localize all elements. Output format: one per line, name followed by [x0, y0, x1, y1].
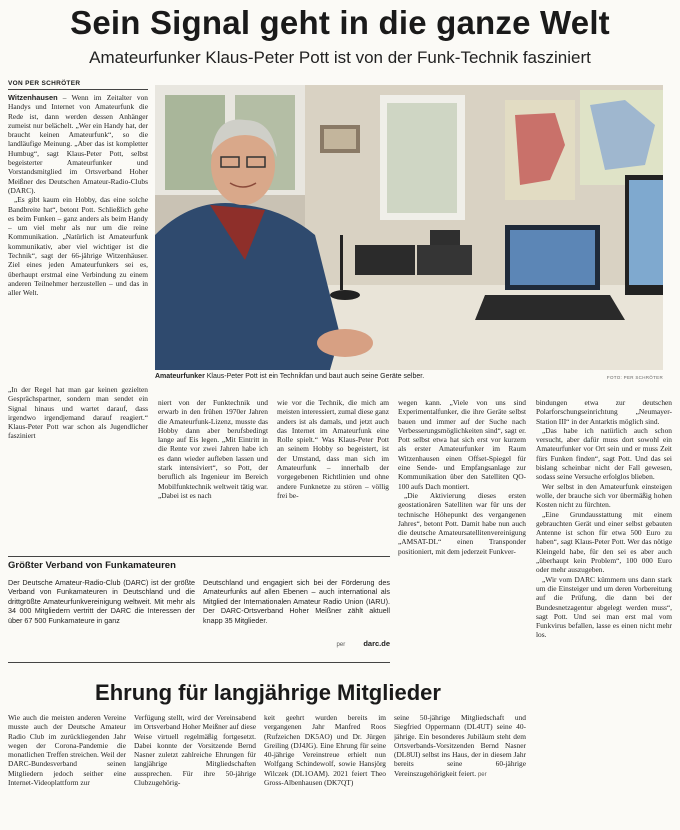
article-text: wegen kann. „Viele von uns sind Experimentalfunker, die ihre Geräte selbst bauen und immer auf der Suche nach Verbesserungsmöglichkeiten sind“, sagt er. Pott selbst etwa hat sich erst vor kurzem als erster Amateurfunker im Raum Witzenhausen einen Offset-Spiegel für eine Sende- und Empfangsanlage zur Kommunikation über den Satelliten QO-100 aufs Dach montiert.	[398, 398, 526, 491]
box-signature: per	[336, 642, 346, 648]
section2-column-2	[134, 713, 256, 823]
box-rule-bottom	[8, 662, 390, 663]
section2-column-3	[264, 713, 386, 823]
article-column-1-top	[8, 93, 148, 378]
caption-text: Klaus-Peter Pott ist ein Technikfan und baut auch seine Geräte selber.	[204, 373, 425, 380]
article-text: „Eine Grundausstattung mit einem gebrauchten Gerät und einer selbst gebauten Antenne ist schon für etwa 500 Euro zu haben“, sagt Klaus-Peter Pott. Wer das nötige Kleingeld habe, für den sei es aber auch „überhaupt kein Problem“, 100 000 Euro oder mehr auszugeben.	[536, 509, 672, 575]
photo-illustration	[155, 85, 663, 370]
box-column-left	[8, 578, 195, 660]
section2-text: keit geehrt wurden bereits im vergangenen Jahr Manfred Roos (Rufzeichen DK5AO) und Dr. Jürgen Greiling (DJ4JG). Eine Ehrung für seine 40-jährige Vereinstreue erhielt nun Wolfgang Schindewolf, sowie Hansjörg Wilczek (DL1OAM). 2021 feiert Theo Gross-Albenhausen (DK7QT)	[264, 713, 386, 788]
article-text: „In der Regel hat man gar keinen gezielten Gesprächspartner, sondern man sendet ein Signal hinaus und wartet darauf, dass irgendwo irgendjemand darauf reagiert.“ Klaus-Peter Pott war schon als Jugendlicher fasziniert	[8, 385, 148, 441]
article-photo	[155, 85, 663, 370]
box-rule-top	[8, 556, 390, 557]
box-source-line	[312, 639, 390, 648]
article-column-1-bottom	[8, 385, 148, 550]
article-column-2	[158, 398, 268, 548]
photo-caption	[155, 373, 663, 380]
article-text: wie vor die Technik, die mich am meisten interessiert, zumal diese ganz anders ist als damals, und jetzt auch das Internet im Amateurfunk eine Rolle spielt.“ Was Klaus-Peter Pott an seinem Hobby so begeistert, ist der Umstand, dass man sich im Amateurfunk – innerhalb der vorgegebenen Richtlinien und ohne andere Funknetze zu stören – völlig frei be-	[277, 398, 389, 500]
dateline: Witzenhausen	[8, 93, 58, 102]
photo-credit: FOTO: PER SCHRÖTER	[606, 375, 663, 380]
article-column-4	[398, 398, 526, 670]
article-text: „Die Aktivierung dieses ersten geostationären Satelliten war für uns der technische Höhepunkt des vergangenen Jahres“, betont Pott. Damit habe nun auch die deutsche Amateursatellitenvereinigung „AMSAT-DL“ einen Transponder positioniert, mit dem jederzeit Funkver-	[398, 490, 526, 556]
caption-lead: Amateurfunker	[155, 373, 205, 380]
article-text: Wer selbst in den Amateurfunk einsteigen wolle, der brauche sich vor übermäßig hohen Kosten nicht zu fürchten.	[536, 481, 672, 510]
article-text: niert von der Funktechnik und erwarb in den frühen 1970er Jahren die Amateurfunk-Lizenz, musste das Hobby dann aber berufsbedingt lange auf Eis legen. „Mit Eintritt in die Rente vor zwei Jahren habe ich es dann wieder aufleben lassen und stark intensiviert“, so Pott, der beruflich als Ingenieur im Bereich Mobilfunktechnik weltweit tätig war. „Dabei ist es nach	[158, 398, 268, 500]
section2-headline: Ehrung für langjährige Mitglieder	[95, 680, 441, 705]
box-source: darc.de	[363, 639, 390, 648]
section2-column-4	[394, 713, 526, 823]
article-text: „Das habe ich natürlich auch schon versucht, aber dafür muss dort sowohl ein Amateurfunker vor Ort sein und er muss Zeit fürs Funken finden“, sagt Pott. Und das sei bislang scheinbar nicht der Fall gewesen, sodass seine Versuche erfolglos blieben.	[536, 425, 672, 482]
headline: Sein Signal geht in die ganze Welt	[70, 4, 610, 41]
byline: VON PER SCHRÖTER	[8, 80, 81, 87]
article-text: – Wenn im Zeitalter von Handys und Internet von Amateurfunk die Rede ist, dann werden dessen Anhänger zumeist nur belächelt. „Wer ein Handy hat, der braucht keinen Amateurfunk“, so die landläufige Meinung. „Aber das ist kompletter Humbug“, sagt Klaus-Peter Pott, selbst begeisterter Amateurfunker und Vorstandsmitglied im Ortsverband Hoher Meißner des Deutschen Amateur-Radio-Clubs (DARC).	[8, 93, 148, 195]
byline-rule	[8, 89, 148, 90]
section2-text: seine 50-jährige Mitgliedschaft und Siegfried Oppermann (DL4UT) seine 40-jährige. Ein besonderes Jubiläum steht dem Ortsverbands-Vorsitzenden Bernd Nasner (DL8UI) selbst ins Haus, der in diesem Jahr bereits seine 60-jährige Vereinszugehörigkeit feiert.	[394, 713, 526, 778]
section2-column-1	[8, 713, 126, 823]
box-title: Größter Verband von Funkamateuren	[8, 560, 176, 571]
subheadline: Amateurfunker Klaus-Peter Pott ist von der Funk-Technik fasziniert	[89, 48, 591, 67]
section2-text: Wie auch die meisten anderen Vereine musste auch der Deutsche Amateur Radio Club im zurückliegenden Jahr wegen der Corona-Pandemie die monatlichen Treffen streichen. Weil der DARC-Bundesverband seinen Mitgliedern jedoch seither eine Internet-Videoplattform zur	[8, 713, 126, 788]
article-text: bindungen etwa zur deutschen Polarforschungseinrichtung „Neumayer-Station III“ in der Antarktis möglich sind.	[536, 398, 672, 426]
article-text: „Es gibt kaum ein Hobby, das eine solche Bandbreite hat“, betont Pott. Schließlich gehe es beim Funken – ganz anders als beim Handy – um viel mehr als nur um die reine Kommunikation. „Natürlich ist Amateurfunk kommunikativ, aber viel wichtiger ist die Technik“, sagt der 66-jährige Witzenhäuser. Ziel eines jeden Amateurfunkers sei es, überhaupt erstmal eine Verbindung zu einem anderen Teilnehmer herzustellen – und das in aller Welt.	[8, 195, 148, 298]
section2-signature: per	[477, 771, 487, 778]
article-column-5	[536, 398, 672, 820]
box-text: Deutschland und engagiert sich bei der Förderung des Amateurfunks auf allen Ebenen – auch international als Mitglied der Internationalen Amateur Radio Union (IARU). Der DARC-Ortsverband Hoher Meißner zählt aktuell knapp 35 Mitglieder.	[203, 578, 390, 625]
section2-text: Verfügung stellt, wird der Vereinsabend im Ortsverband Hoher Meißner auf diese Weise virtuell regelmäßig fortgesetzt. Dabei konnte der Vorsitzende Bernd Nasner zuletzt zahlreiche Ehrungen für langjährige Mitgliedschaften aussprechen. Für ihre 50-jährige Clubzugehörig-	[134, 713, 256, 788]
article-column-3	[277, 398, 389, 548]
box-text: Der Deutsche Amateur-Radio-Club (DARC) ist der größte Verband von Funkamateuren in Deutschland und die drittgrößte Amateurfunkvereinigung weltweit. Mit mehr als 34 000 Mitgliedern vertritt der DARC die Interessen der über 67 500 Funkamateure in ganz	[8, 578, 195, 625]
article-text: „Wir vom DARC kümmern uns dann stark um die Einsteiger und um deren Vorbereitung auf die Prüfung, die dann bei der Bundesnetzagentur abgelegt werden muss“, sagt Pott. Und sei man erst mal vom Funkvirus befallen, lasse es einen nicht mehr los.	[536, 574, 672, 640]
